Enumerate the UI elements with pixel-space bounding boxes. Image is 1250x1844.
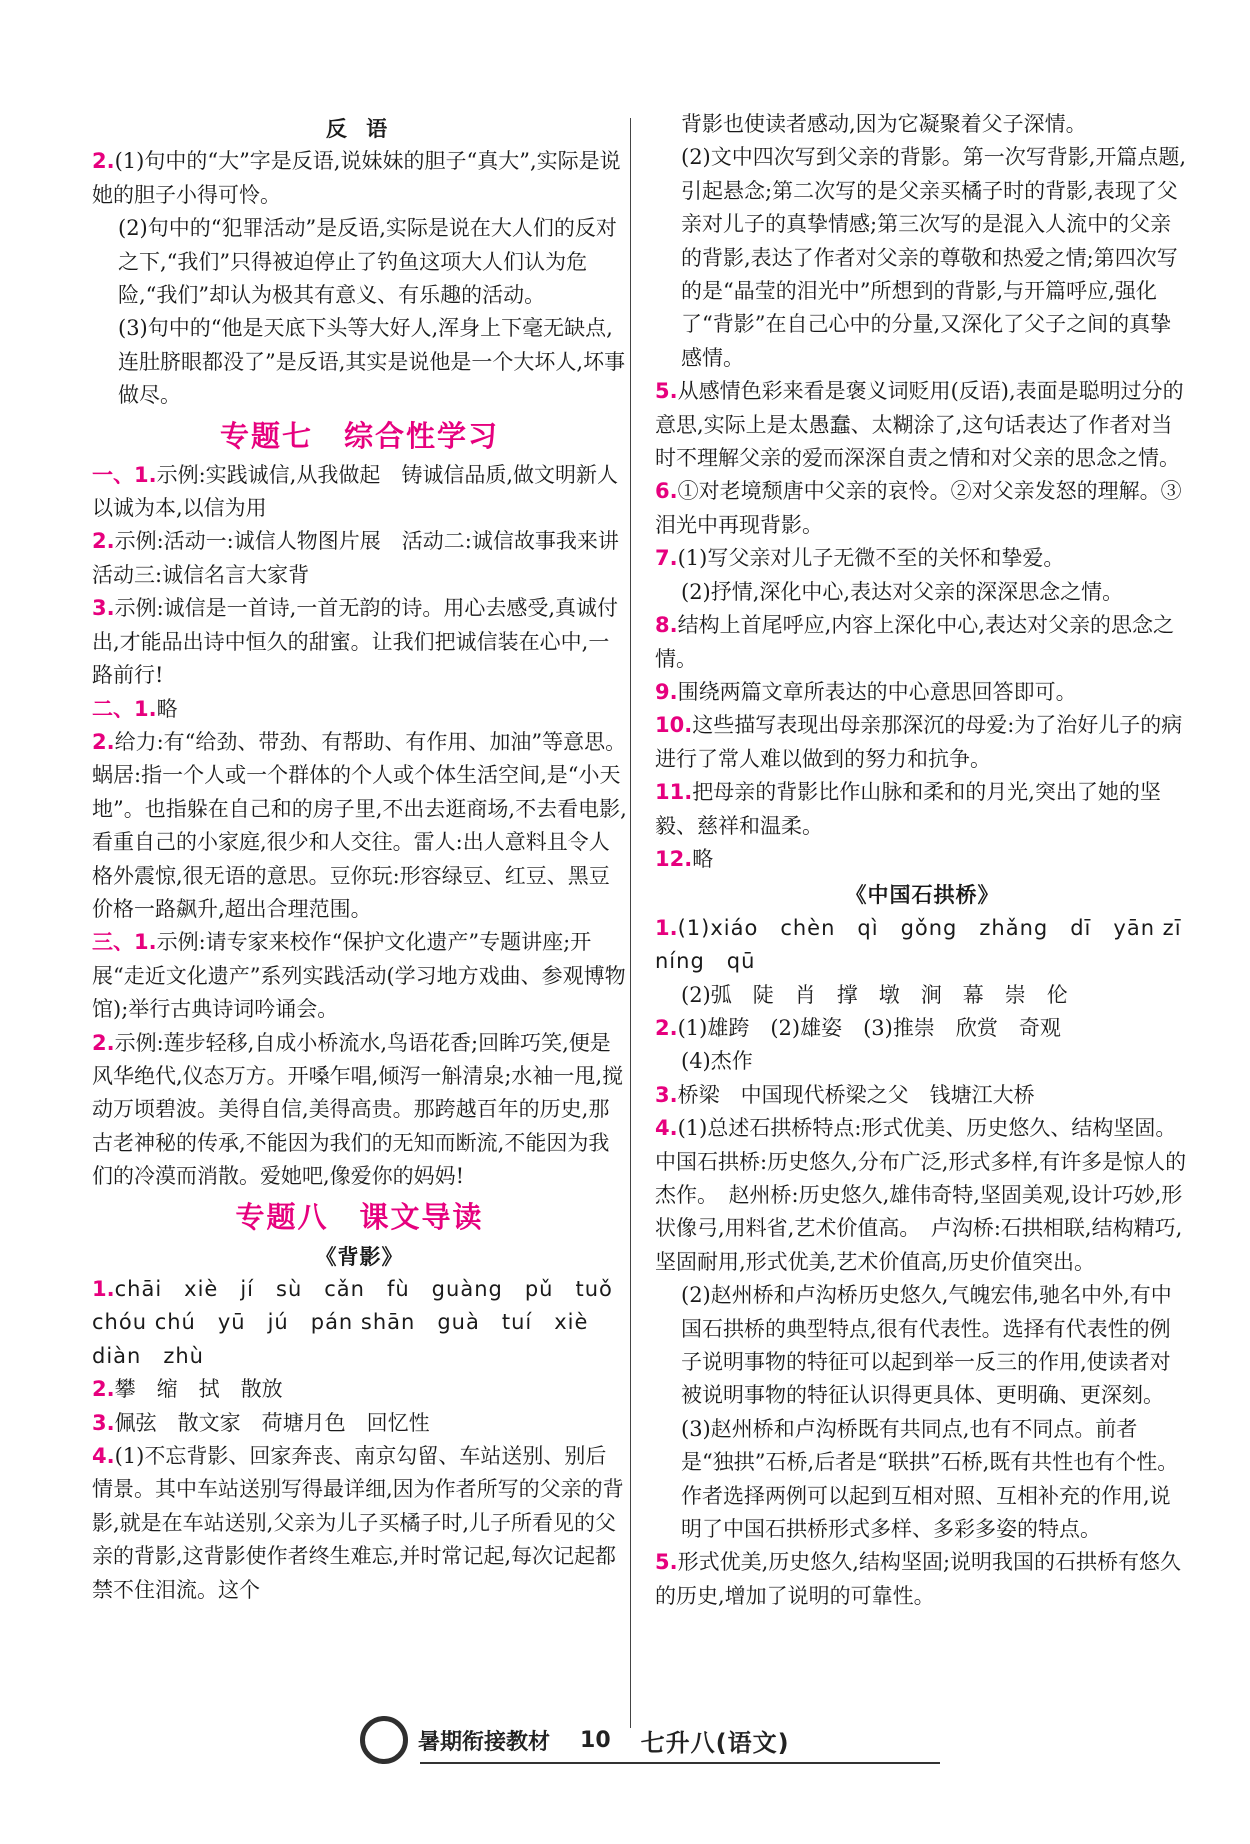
answer-text: 围绕两篇文章所表达的中心意思回答即可。 bbox=[677, 679, 1077, 704]
answer-item bbox=[655, 843, 1190, 876]
section-7-answers bbox=[92, 459, 640, 1194]
answer-text: (1)总述石拱桥特点:形式优美、历史悠久、结构坚固。 中国石拱桥:历史悠久,分布广泛,形式多样,有许多是惊人的杰作。 赵州桥:历史悠久,雄伟奇特,坚固美观,设计巧妙,形状像弓,用料省,艺术价值高。 卢沟桥:石拱相联,结构精巧,坚固耐用,形式优美,艺术价值高,历史价值突出。 bbox=[655, 1116, 1187, 1274]
right-column bbox=[655, 108, 1204, 1613]
footer-title: 暑期衔接教材 bbox=[418, 1729, 551, 1755]
answer-text: (1)写父亲对儿子无微不至的关怀和挚爱。 bbox=[677, 546, 1065, 571]
answer-number: 1. bbox=[655, 915, 678, 940]
answer-text: (1)句中的“大”字是反语,说妹妹的胆子“真大”,实际是说她的胆子小得可怜。 bbox=[92, 149, 621, 207]
answer-item bbox=[655, 676, 1190, 709]
answer-item bbox=[655, 1012, 1190, 1045]
answer-item bbox=[92, 312, 627, 412]
fanyu-answers bbox=[92, 145, 627, 412]
answer-item bbox=[92, 1440, 627, 1607]
answer-text: 示例:请专家来校作“保护文化遗产”专题讲座;开展“走近文化遗产”系列实践活动(学习地方戏曲、参观博物馆);举行古典诗词吟诵会。 bbox=[92, 930, 626, 1022]
answer-number: 4. bbox=[92, 1444, 115, 1469]
answer-number: 11. bbox=[655, 780, 693, 805]
publisher-logo-icon bbox=[360, 1716, 408, 1764]
answer-text: (4)杰作 bbox=[681, 1049, 753, 1074]
section-7-title: 专题七 综合性学习 bbox=[219, 418, 499, 453]
answer-text: 略 bbox=[156, 696, 178, 721]
column-divider bbox=[630, 118, 631, 1728]
answer-number: 1. bbox=[92, 1277, 115, 1301]
answer-number: 12. bbox=[655, 846, 693, 871]
answer-item bbox=[655, 141, 1190, 375]
subheading-fanyu: 反 语 bbox=[325, 116, 394, 141]
answer-text: 结构上首尾呼应,内容上深化中心,表达对父亲的思念之情。 bbox=[655, 613, 1174, 671]
answer-number: 2. bbox=[92, 1377, 115, 1402]
answer-number: 2. bbox=[655, 1015, 678, 1040]
answer-text: 形式优美,历史悠久,结构坚固;说明我国的石拱桥有悠久的历史,增加了说明的可靠性。 bbox=[655, 1550, 1182, 1608]
answer-text: 把母亲的背影比作山脉和柔和的月光,突出了她的坚毅、慈祥和温柔。 bbox=[655, 780, 1161, 838]
page-footer bbox=[360, 1710, 960, 1770]
answer-text: (2)赵州桥和卢沟桥历史悠久,气魄宏伟,驰名中外,有中国石拱桥的典型特点,很有代表性。选择有代表性的例子说明事物的特征可以起到举一反三的作用,使读者对被说明事物的特征认识得更具体、更明确、更深刻。 (3)赵州桥和卢沟桥既有共同点,也有不同点。前者是“独拱”石桥,后者是“联拱”石桥,既有共性也有个性。作者选择两例可以起到互相对照、互相补充的作用,说明了中国石拱桥形式多样、多彩多姿的特点。 bbox=[681, 1283, 1179, 1542]
answer-item bbox=[92, 1027, 627, 1194]
answer-text: 这些描写表现出母亲那深沉的母爱:为了治好儿子的病进行了常人难以做到的努力和抗争。 bbox=[655, 713, 1183, 771]
answer-text: 桥梁 中国现代桥梁之父 钱塘江大桥 bbox=[677, 1082, 1035, 1107]
answer-item bbox=[655, 609, 1190, 676]
answer-number: 5. bbox=[655, 1550, 678, 1575]
answer-number: 2. bbox=[92, 729, 115, 754]
answer-item bbox=[92, 726, 627, 926]
answer-text: 从感情色彩来看是褒义词贬用(反语),表面是聪明过分的意思,实际上是太愚蠢、太糊涂了,这句话表达了作者对当时不理解父亲的爱而深深自责之情和对父亲的思念之情。 bbox=[655, 379, 1184, 471]
footer-grade: 七升八(语文) bbox=[640, 1728, 790, 1757]
page-number: 10 bbox=[580, 1727, 611, 1753]
answer-number: 7. bbox=[655, 546, 678, 571]
answer-item bbox=[92, 926, 627, 1026]
answer-item bbox=[92, 1407, 627, 1440]
answer-number: 3. bbox=[92, 596, 115, 621]
answer-number: 2. bbox=[92, 529, 115, 554]
answer-text: (3)句中的“他是天底下头等大好人,浑身上下毫无缺点,连肚脐眼都没了”是反语,其实是说他是一个大坏人,坏事做尽。 bbox=[118, 316, 626, 408]
answer-number: 10. bbox=[655, 713, 693, 738]
answer-item bbox=[655, 1079, 1190, 1112]
answer-text: 佩弦 散文家 荷塘月色 回忆性 bbox=[114, 1410, 430, 1435]
answer-text: 略 bbox=[692, 846, 714, 871]
answer-number: 一、1. bbox=[92, 462, 157, 487]
answer-text: (1)xiáo chèn qì gǒng zhǎng dī yān zī níng qū bbox=[655, 915, 1204, 974]
answer-item bbox=[92, 459, 640, 526]
answer-text: (2)抒情,深化中心,表达对父亲的深深思念之情。 bbox=[681, 579, 1124, 604]
answer-text: 攀 缩 拭 散放 bbox=[114, 1377, 283, 1402]
answer-number: 8. bbox=[655, 613, 678, 638]
footer-rule bbox=[420, 1762, 940, 1764]
answer-item bbox=[92, 1373, 627, 1406]
answer-item bbox=[92, 1273, 627, 1373]
beiying-answers bbox=[92, 1273, 627, 1607]
answer-number: 6. bbox=[655, 479, 678, 504]
shigongqiao-answers bbox=[655, 912, 1204, 1614]
answer-item bbox=[655, 709, 1190, 776]
answer-number: 5. bbox=[655, 379, 678, 404]
answer-text: (2)文中四次写到父亲的背影。第一次写背影,开篇点题,引起悬念;第二次写的是父亲买橘子时的背影,表现了父亲对儿子的真挚情感;第三次写的是混入人流中的父亲的背影,表达了作者对父亲的尊敬和热爱之情;第四次写的是“晶莹的泪光中”所想到的背影,与开篇呼应,强化了“背影”在自己心中的分量,又深化了父子之间的真挚感情。 bbox=[681, 145, 1187, 370]
answer-item bbox=[655, 108, 1190, 141]
answer-item bbox=[655, 1279, 1190, 1546]
answer-item bbox=[92, 145, 627, 212]
answer-item bbox=[92, 592, 627, 692]
answer-number: 三、1. bbox=[92, 930, 157, 955]
answer-text: 示例:诚信是一首诗,一首无韵的诗。用心去感受,真诚付出,才能品出诗中恒久的甜蜜。让我们把诚信装在心中,一路前行! bbox=[92, 596, 619, 688]
answer-item bbox=[92, 525, 640, 592]
section-8-title: 专题八 课文导读 bbox=[235, 1199, 484, 1234]
answer-number: 2. bbox=[92, 149, 115, 174]
answer-item bbox=[655, 979, 1190, 1012]
subheading-shigongqiao: 《中国石拱桥》 bbox=[845, 882, 1000, 908]
answer-item bbox=[655, 1546, 1190, 1613]
answer-item bbox=[655, 912, 1204, 979]
beiying-answers-cont bbox=[655, 108, 1190, 876]
answer-item bbox=[655, 1112, 1190, 1279]
answer-item bbox=[655, 475, 1190, 542]
answer-number: 9. bbox=[655, 679, 678, 704]
answer-item bbox=[655, 542, 1190, 575]
answer-number: 3. bbox=[655, 1082, 678, 1107]
answer-item bbox=[92, 693, 627, 726]
answer-item bbox=[655, 1045, 1190, 1078]
answer-number: 4. bbox=[655, 1116, 678, 1141]
subheading-beiying: 《背影》 bbox=[315, 1243, 404, 1269]
answer-number: 3. bbox=[92, 1410, 115, 1435]
answer-text: (2)弧 陡 肖 撑 墩 涧 幕 崇 伦 bbox=[681, 982, 1068, 1007]
left-column bbox=[92, 112, 640, 1607]
answer-text: (2)句中的“犯罪活动”是反语,实际是说在大人们的反对之下,“我们”只得被迫停止了钓鱼这项大人们认为危险,“我们”却认为极其有意义、有乐趣的活动。 bbox=[118, 216, 617, 308]
answer-text: 示例:活动一:诚信人物图片展 活动二:诚信故事我来讲 活动三:诚信名言大家背 bbox=[92, 529, 640, 587]
answer-text: ①对老境颓唐中父亲的哀怜。②对父亲发怒的理解。③泪光中再现背影。 bbox=[655, 479, 1182, 537]
answer-number: 二、1. bbox=[92, 696, 157, 721]
answer-item bbox=[92, 212, 627, 312]
answer-text: (1)不忘背影、回家奔丧、南京勾留、车站送别、别后情景。其中车站送别写得最详细,因为作者所写的父亲的背影,就是在车站送别,父亲为儿子买橘子时,儿子所看见的父亲的背影,这背影使作者终生难忘,并时常记起,每次记起都禁不住泪流。这个 bbox=[92, 1444, 624, 1602]
answer-item bbox=[655, 776, 1190, 843]
answer-text: 给力:有“给劲、带劲、有帮助、有作用、加油”等意思。蜗居:指一个人或一个群体的个人或个体生活空间,是“小天地”。也指躲在自己和的房子里,不出去逛商场,不去看电影,看重自己的小家庭,很少和人交往。雷人:出人意料且令人格外震惊,很无语的意思。豆你玩:形容绿豆、红豆、黑豆价格一路飙升,超出合理范围。 bbox=[92, 729, 627, 921]
answer-item bbox=[655, 375, 1190, 475]
answer-text: 背影也使读者感动,因为它凝聚着父子深情。 bbox=[681, 112, 1087, 136]
answer-text: 示例:莲步轻移,自成小桥流水,鸟语花香;回眸巧笑,便是风华绝代,仪态万方。开嗓乍唱,倾泻一斛清泉;水袖一甩,搅动万顷碧波。美得自信,美得高贵。那跨越百年的历史,那古老神秘的传承,不能因为我们的无知而断流,不能因为我们的冷漠而消散。爱她吧,像爱你的妈妈! bbox=[92, 1030, 624, 1189]
answer-text: (1)雄跨 (2)雄姿 (3)推崇 欣赏 奇观 bbox=[677, 1015, 1061, 1040]
answer-text: chāi xiè jí sù cǎn fù guàng pǔ tuǒ chóu chú yū jú pán shān guà tuí xiè diàn zhù bbox=[92, 1277, 613, 1368]
answer-number: 2. bbox=[92, 1030, 115, 1055]
answer-text: 示例:实践诚信,从我做起 铸诚信品质,做文明新人 以诚为本,以信为用 bbox=[92, 462, 640, 521]
answer-item bbox=[655, 576, 1190, 609]
